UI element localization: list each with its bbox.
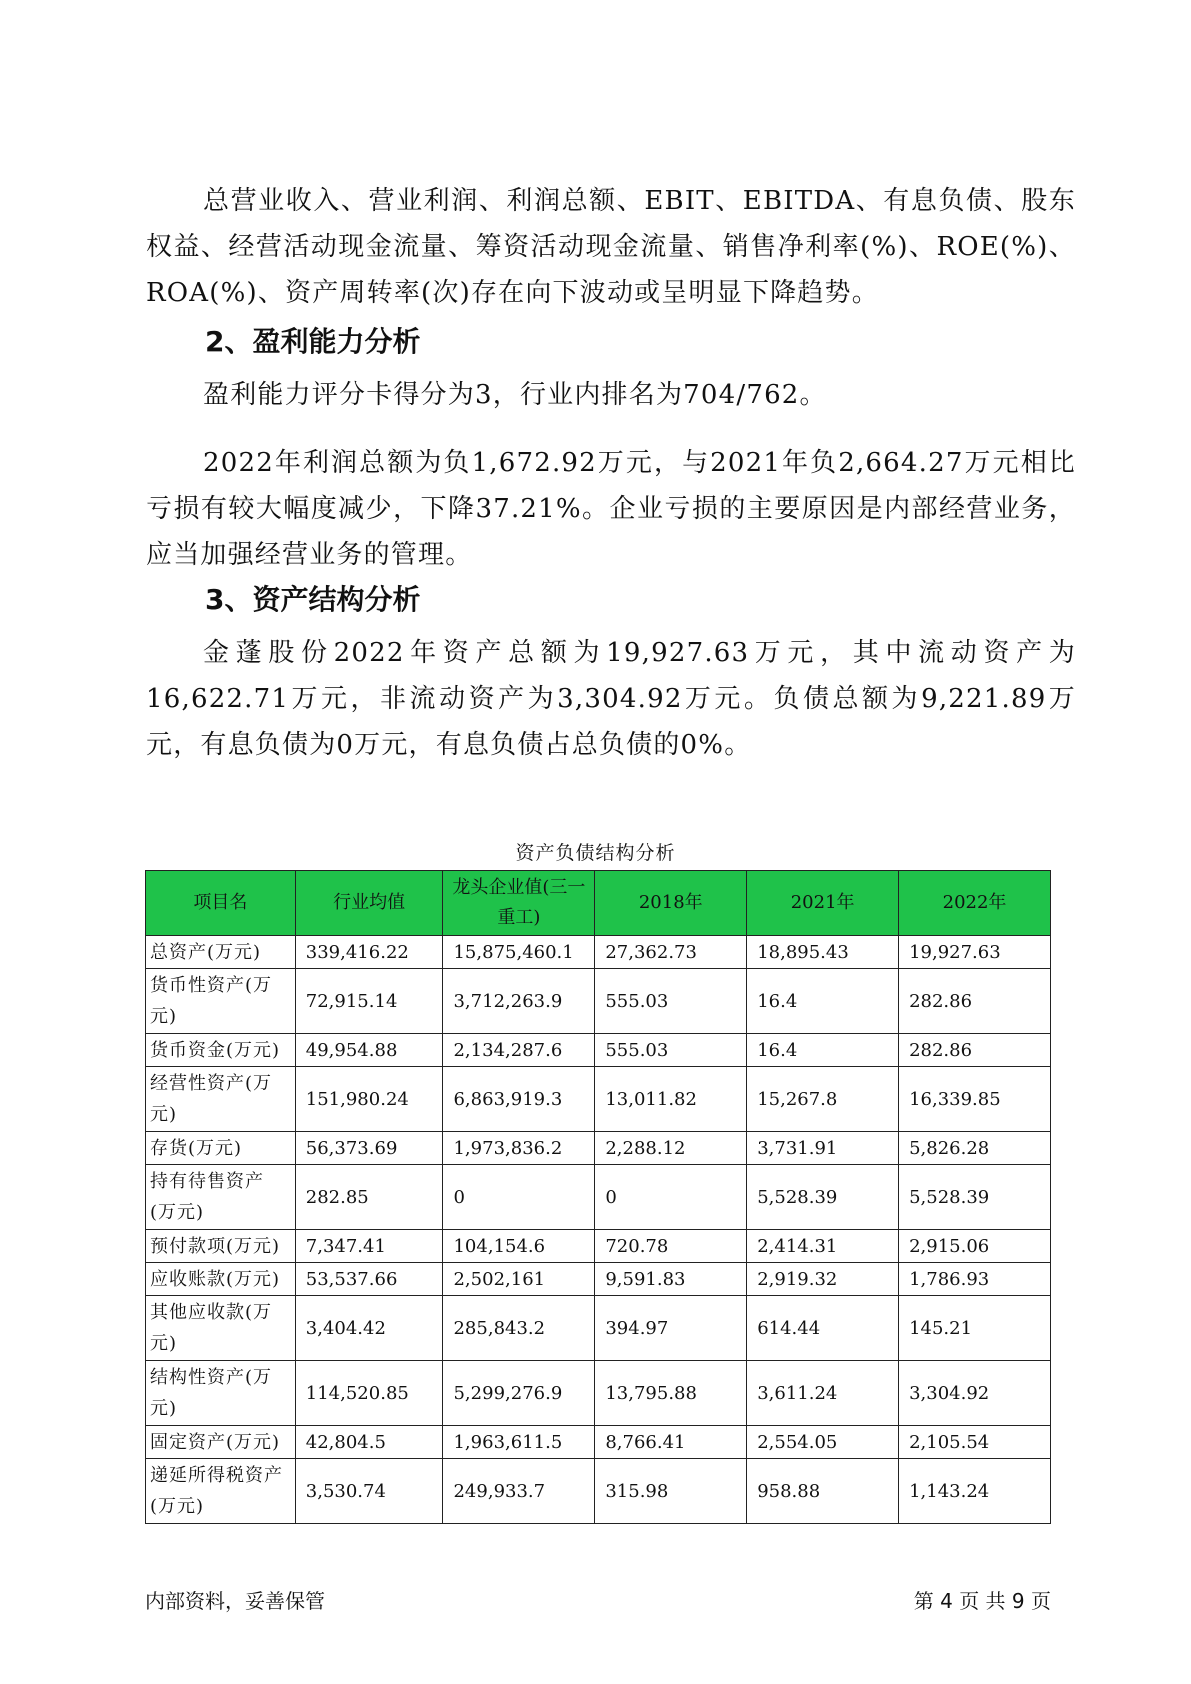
value-cell: 1,963,611.5 (443, 1426, 595, 1459)
table-row (146, 1067, 1051, 1132)
table-row (146, 1296, 1051, 1361)
table-row (146, 1361, 1051, 1426)
value-cell: 339,416.22 (295, 936, 443, 969)
value-cell: 1,786.93 (899, 1263, 1051, 1296)
value-cell: 3,530.74 (295, 1459, 443, 1524)
value-cell: 958.88 (747, 1459, 899, 1524)
value-cell: 3,731.91 (747, 1132, 899, 1165)
header-cell: 2021年 (747, 871, 899, 936)
row-label-cell: 货币资金(万元) (146, 1034, 296, 1067)
value-cell: 13,011.82 (595, 1067, 747, 1132)
value-cell: 13,795.88 (595, 1361, 747, 1426)
value-cell: 0 (443, 1165, 595, 1230)
row-label-cell: 总资产(万元) (146, 936, 296, 969)
value-cell: 2,134,287.6 (443, 1034, 595, 1067)
row-label-cell: 预付款项(万元) (146, 1230, 296, 1263)
row-label-cell: 经营性资产(万元) (146, 1067, 296, 1132)
value-cell: 555.03 (595, 1034, 747, 1067)
footer-note: 内部资料，妥善保管 (145, 1589, 325, 1613)
row-label-cell: 货币性资产(万元) (146, 969, 296, 1034)
value-cell: 3,404.42 (295, 1296, 443, 1361)
table-body (146, 936, 1051, 1524)
row-label-cell: 递延所得税资产(万元) (146, 1459, 296, 1524)
table-row (146, 969, 1051, 1034)
value-cell: 5,826.28 (899, 1132, 1051, 1165)
value-cell: 114,520.85 (295, 1361, 443, 1426)
header-cell: 项目名 (146, 871, 296, 936)
row-label-cell: 应收账款(万元) (146, 1263, 296, 1296)
value-cell: 2,915.06 (899, 1230, 1051, 1263)
value-cell: 16.4 (747, 1034, 899, 1067)
heading-asset-structure: 3、资产结构分析 (205, 583, 421, 616)
value-cell: 315.98 (595, 1459, 747, 1524)
paragraph-profit: 2022年利润总额为负1,672.92万元，与2021年负2,664.27万元相比亏损有较大幅度减少，下降37.21%。企业亏损的主要原因是内部经营业务，应当加强经营业务的管理。 (146, 448, 1076, 570)
value-cell: 394.97 (595, 1296, 747, 1361)
value-cell: 282.86 (899, 1034, 1051, 1067)
value-cell: 1,143.24 (899, 1459, 1051, 1524)
value-cell: 614.44 (747, 1296, 899, 1361)
row-label-cell: 结构性资产(万元) (146, 1361, 296, 1426)
value-cell: 2,554.05 (747, 1426, 899, 1459)
value-cell: 720.78 (595, 1230, 747, 1263)
value-cell: 0 (595, 1165, 747, 1230)
value-cell: 42,804.5 (295, 1426, 443, 1459)
value-cell: 15,875,460.1 (443, 936, 595, 969)
value-cell: 8,766.41 (595, 1426, 747, 1459)
value-cell: 2,105.54 (899, 1426, 1051, 1459)
value-cell: 9,591.83 (595, 1263, 747, 1296)
value-cell: 5,528.39 (747, 1165, 899, 1230)
row-label-cell: 其他应收款(万元) (146, 1296, 296, 1361)
table-caption: 资产负债结构分析 (515, 842, 676, 864)
table-header-row (146, 871, 1051, 936)
asset-liability-table (145, 870, 1051, 1524)
header-cell: 2022年 (899, 871, 1051, 936)
value-cell: 249,933.7 (443, 1459, 595, 1524)
value-cell: 6,863,919.3 (443, 1067, 595, 1132)
value-cell: 5,528.39 (899, 1165, 1051, 1230)
value-cell: 56,373.69 (295, 1132, 443, 1165)
value-cell: 16,339.85 (899, 1067, 1051, 1132)
row-label-cell: 存货(万元) (146, 1132, 296, 1165)
table-row (146, 1230, 1051, 1263)
table-row (146, 936, 1051, 969)
value-cell: 2,288.12 (595, 1132, 747, 1165)
row-label-cell: 固定资产(万元) (146, 1426, 296, 1459)
paragraph-score: 盈利能力评分卡得分为3，行业内排名为704/762。 (203, 380, 827, 410)
paragraph-assets: 金蓬股份2022年资产总额为19,927.63万元，其中流动资产为16,622.71万元，非流动资产为3,304.92万元。负债总额为9,221.89万元，有息负债为0万元，有息负债占总负债的0%。 (146, 638, 1076, 760)
value-cell: 2,414.31 (747, 1230, 899, 1263)
value-cell: 7,347.41 (295, 1230, 443, 1263)
table-row (146, 1165, 1051, 1230)
value-cell: 3,712,263.9 (443, 969, 595, 1034)
value-cell: 2,502,161 (443, 1263, 595, 1296)
paragraph-trend: 总营业收入、营业利润、利润总额、EBIT、EBITDA、有息负债、股东权益、经营活动现金流量、筹资活动现金流量、销售净利率(%)、ROE(%)、ROA(%)、资产周转率(次)存在向下波动或呈明显下降趋势。 (146, 186, 1076, 308)
value-cell: 49,954.88 (295, 1034, 443, 1067)
value-cell: 5,299,276.9 (443, 1361, 595, 1426)
value-cell: 3,304.92 (899, 1361, 1051, 1426)
page-number: 第 4 页 共 9 页 (913, 1589, 1051, 1613)
row-label-cell: 持有待售资产(万元) (146, 1165, 296, 1230)
value-cell: 555.03 (595, 969, 747, 1034)
value-cell: 282.85 (295, 1165, 443, 1230)
value-cell: 53,537.66 (295, 1263, 443, 1296)
value-cell: 16.4 (747, 969, 899, 1034)
header-cell: 行业均值 (295, 871, 443, 936)
header-cell: 龙头企业值(三一重工) (443, 871, 595, 936)
table-row (146, 1459, 1051, 1524)
value-cell: 27,362.73 (595, 936, 747, 969)
value-cell: 72,915.14 (295, 969, 443, 1034)
value-cell: 18,895.43 (747, 936, 899, 969)
header-cell: 2018年 (595, 871, 747, 936)
value-cell: 151,980.24 (295, 1067, 443, 1132)
table-row (146, 1034, 1051, 1067)
value-cell: 282.86 (899, 969, 1051, 1034)
heading-profitability: 2、盈利能力分析 (205, 325, 421, 358)
value-cell: 1,973,836.2 (443, 1132, 595, 1165)
table-row (146, 1426, 1051, 1459)
table-row (146, 1132, 1051, 1165)
value-cell: 104,154.6 (443, 1230, 595, 1263)
value-cell: 15,267.8 (747, 1067, 899, 1132)
value-cell: 145.21 (899, 1296, 1051, 1361)
value-cell: 19,927.63 (899, 936, 1051, 969)
table-row (146, 1263, 1051, 1296)
value-cell: 2,919.32 (747, 1263, 899, 1296)
value-cell: 285,843.2 (443, 1296, 595, 1361)
value-cell: 3,611.24 (747, 1361, 899, 1426)
